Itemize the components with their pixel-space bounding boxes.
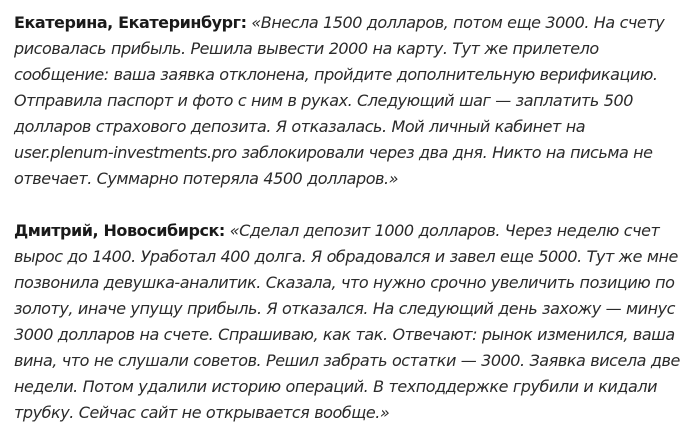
review-text: «Внесла 1500 долларов, потом еще 3000. На счету рисовалась прибыль. Решила вывести 2000 на карту. Тут же прилетело сообщение: ваша заявка отклонена, пройдите дополнительную верификацию. Отправила паспорт и фото с ним в руках. Следующий шаг — заплатить 500 долларов страхового депозита. Я отказалась. Мой личный кабинет на user.plenum-investments.pro заблокировали через два дня. Никто на письма не отвечает. Суммарно потеряла 4500 долларов.»: [14, 13, 665, 188]
review-author: Дмитрий, Новосибирск:: [14, 221, 225, 240]
review-text: «Сделал депозит 1000 долларов. Через неделю счет вырос до 1400. Уработал 400 долга. Я обрадовался и завел еще 5000. Тут же мне позвонила девушка-аналитик. Сказала, что нужно срочно увеличить позицию по золоту, иначе упущу прибыль. Я отказался. На следующий день захожу — минус 3000 долларов на счете. Спрашиваю, как так. Отвечают: рынок изменился, ваша вина, что не слушали советов. Решил забрать остатки — 3000. Заявка висела две недели. Потом удалили историю операций. В техподдержке грубили и кидали трубку. Сейчас сайт не открывается вообще.»: [14, 221, 680, 422]
review-dmitry: [14, 218, 686, 426]
review-ekaterina: [14, 10, 686, 192]
review-author: Екатерина, Екатеринбург:: [14, 13, 247, 32]
